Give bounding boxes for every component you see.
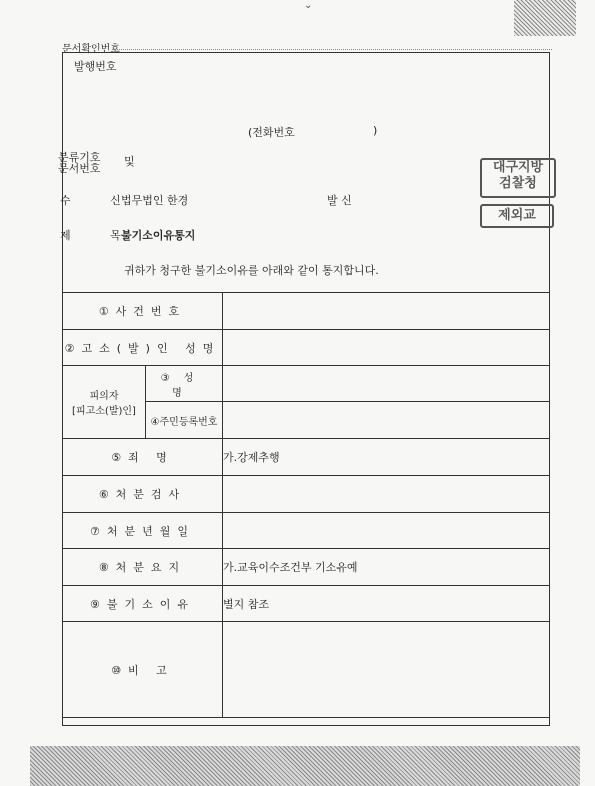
- table-row: [63, 513, 550, 549]
- classification-code-label: 분류기호: [58, 151, 101, 164]
- document-number-label: 문서번호: [58, 162, 101, 175]
- table-row: [63, 476, 550, 513]
- classification-label: [58, 151, 135, 175]
- table-row: [63, 366, 550, 402]
- office-seal-stamp-small: 제외교: [480, 204, 554, 228]
- doc-check-number-label: 문서확인번호: [62, 44, 120, 55]
- disposition-summary-value: 가.교육이수조건부 기소유예: [223, 549, 550, 586]
- prosecutor-label: ⑥처분검사: [63, 476, 223, 513]
- table-row: [63, 293, 550, 330]
- suspect-id-label: ④주민등록번호: [146, 402, 223, 439]
- table-row: [63, 586, 550, 622]
- table-row: [63, 330, 550, 366]
- suspect-label: 피의자: [89, 391, 119, 402]
- complainant-name-label: ②고소(발)인 성명: [63, 330, 223, 366]
- case-number-label: ①사건번호: [63, 293, 223, 330]
- suspect-sub-label: [피고소(발)인]: [72, 406, 136, 417]
- offense-label: ⑤죄 명: [63, 439, 223, 476]
- table-row: [63, 439, 550, 476]
- issue-number-label: 발행번호: [74, 60, 117, 73]
- scan-mark: ⌄: [304, 0, 313, 11]
- subject-value: 불기소이유통지: [121, 229, 196, 242]
- phone-number-label: (전화번호: [248, 126, 295, 139]
- remarks-value: [223, 622, 550, 718]
- offense-value: 가.강제추행: [223, 439, 550, 476]
- notice-table: [62, 292, 550, 718]
- prosecutor-value: [223, 476, 550, 513]
- scan-noise-bottom: [30, 746, 580, 786]
- suspect-name-label: ③성 명: [146, 366, 223, 402]
- recipient-label: 수 신: [60, 194, 139, 207]
- table-row: [63, 622, 550, 718]
- complainant-name-value: [223, 330, 550, 366]
- disposition-date-label: ⑦처분년월일: [63, 513, 223, 549]
- non-prosecution-reason-label: ⑨불기소이유: [63, 586, 223, 622]
- suspect-name-value: [223, 366, 550, 402]
- recipient-value: 법무법인 한경: [121, 194, 189, 207]
- subject-label: 제 목: [60, 229, 139, 242]
- suspect-id-value: [223, 402, 550, 439]
- remarks-label: ⑩비 고: [63, 622, 223, 718]
- doc-check-line: [112, 49, 552, 50]
- disposition-date-value: [223, 513, 550, 549]
- phone-number-close: ): [373, 124, 378, 137]
- classification-and: 및: [124, 155, 135, 168]
- suspect-group-label: [63, 366, 146, 439]
- office-seal-stamp: 대구지방 검찰청: [480, 158, 556, 198]
- table-row: [63, 549, 550, 586]
- sender-label: 발 신: [327, 194, 352, 207]
- non-prosecution-reason-value: 별지 참조: [223, 586, 550, 622]
- scan-noise-top: [514, 0, 576, 36]
- notice-body-text: 귀하가 청구한 불기소이유를 아래와 같이 통지합니다.: [124, 264, 379, 277]
- disposition-summary-label: ⑧처분요지: [63, 549, 223, 586]
- case-number-value: [223, 293, 550, 330]
